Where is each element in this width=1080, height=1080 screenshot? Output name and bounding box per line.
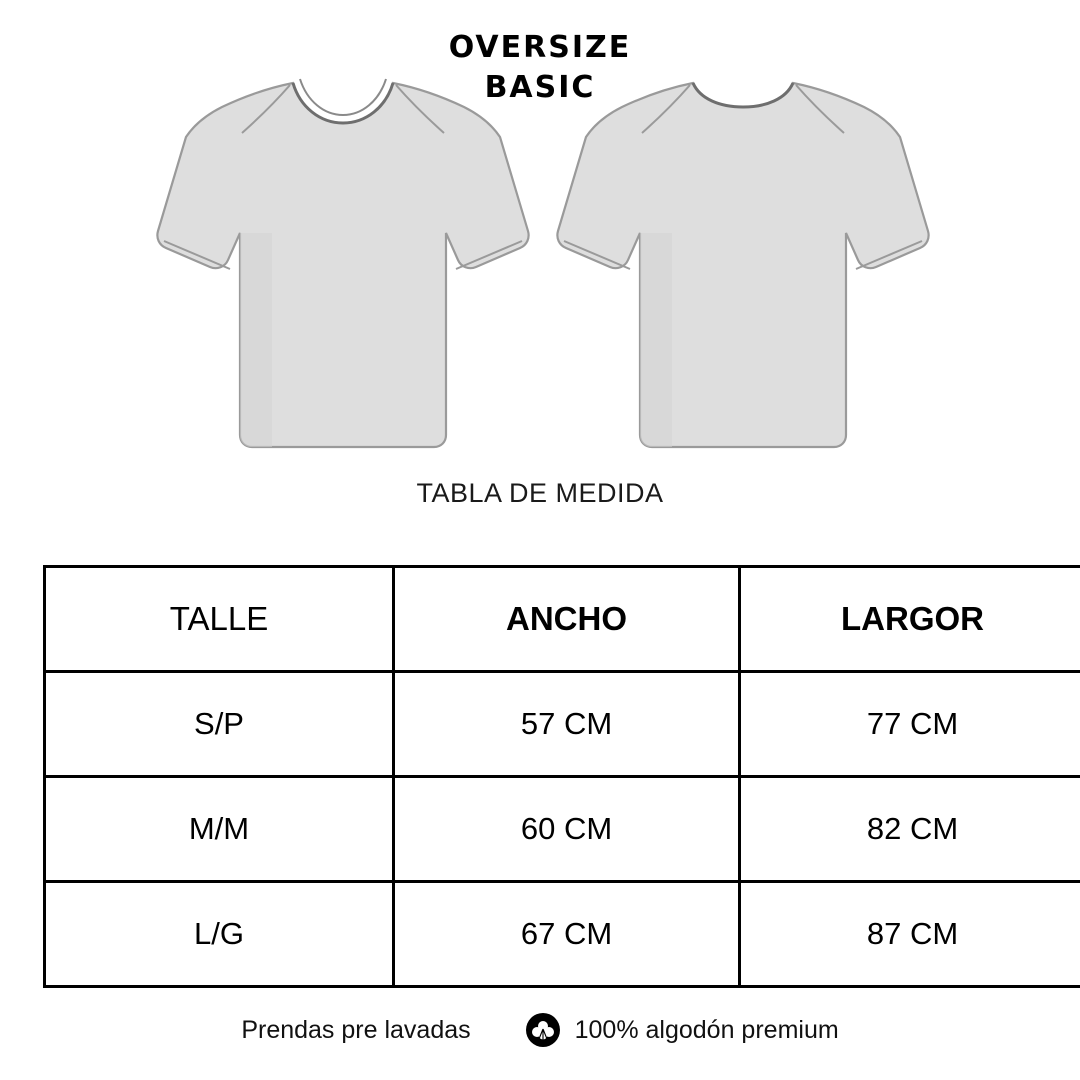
table-caption: TABLA DE MEDIDA [416,478,664,508]
header-ancho: ANCHO [394,567,740,672]
table-row [45,777,1080,882]
cell-ancho: 67 CM [394,882,740,987]
table-row [45,882,1080,987]
table-row [45,672,1080,777]
header-talle: TALLE [45,567,394,672]
cell-talle: S/P [45,672,394,777]
tshirt-front-icon [148,55,538,470]
cell-talle: L/G [45,882,394,987]
cotton-icon [525,1012,561,1048]
cell-ancho: 57 CM [394,672,740,777]
footer-note-cotton-label: 100% algodón premium [574,1015,839,1044]
cell-talle: M/M [45,777,394,882]
header-largor: LARGOR [740,567,1080,672]
footer-note-prewashed [241,1016,470,1045]
cell-largor: 82 CM [740,777,1080,882]
cell-ancho: 60 CM [394,777,740,882]
footer-note-prewashed-label: Prendas pre lavadas [241,1015,471,1044]
garment-illustrations [0,55,1080,465]
footer-note-cotton [525,1012,839,1048]
tshirt-back-icon [548,55,938,470]
title-line-1: OVERSIZE [448,30,632,65]
cell-largor: 87 CM [740,882,1080,987]
size-table [43,565,1080,988]
table-header-row [45,567,1080,672]
cell-largor: 77 CM [740,672,1080,777]
title-line-2: BASIC [484,69,596,105]
footer-notes [0,1012,1080,1048]
